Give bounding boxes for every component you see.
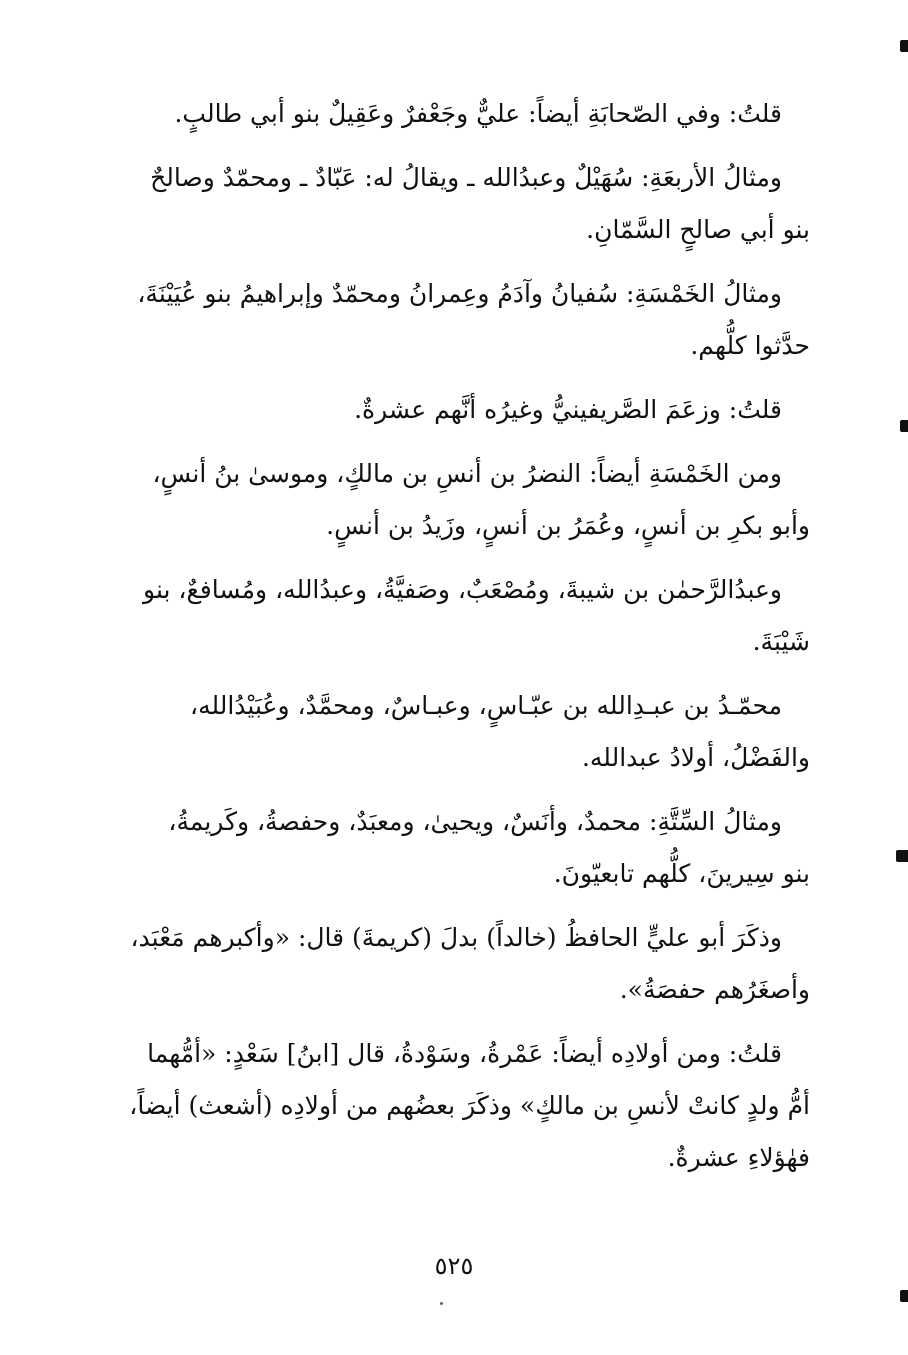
paragraph-1 — [110, 88, 810, 140]
scan-edge-mark — [896, 850, 908, 862]
scan-speck — [440, 1302, 443, 1305]
text-line: محمّـدُ بن عبـدِالله بن عبّـاسٍ، وعبـاسٌ، ومحمَّدٌ، وعُبَيْدُالله، — [190, 691, 782, 720]
text-line: قلتُ: ومن أولادِه أيضاً: عَمْرةُ، وسَوْدةُ، قال [ابنُ] سَعْدٍ: «أمُّهما — [147, 1039, 782, 1068]
text-line: فهٰؤلاءِ عشرةٌ. — [667, 1143, 810, 1172]
text-line: ومن الخَمْسَةِ أيضاً: النضرُ بن أنسِ بن مالكٍ، وموسىٰ بنُ أنسٍ، — [152, 459, 782, 488]
text-line: وأبو بكرِ بن أنسٍ، وعُمَرُ بن أنسٍ، وزَيدُ بن أنسٍ. — [326, 511, 810, 540]
paragraph-5 — [110, 448, 810, 552]
scan-edge-mark — [900, 40, 908, 52]
paragraph-3 — [110, 268, 810, 372]
text-line: بنو أبي صالحٍ السَّمّانِ. — [586, 215, 810, 244]
page-body — [110, 88, 810, 1196]
text-line: وأصغَرُهم حفصَةُ». — [619, 975, 810, 1004]
text-line: والفَضْلُ، أولادُ عبدالله. — [581, 743, 810, 772]
text-line: ومثالُ الأربعَةِ: سُهَيْلٌ وعبدُالله ـ ويقالُ له: عَبّادٌ ـ ومحمّدٌ وصالحٌ — [150, 163, 782, 192]
text-line: ومثالُ السِّتَّةِ: محمدٌ، وأنَسٌ، ويحيىٰ، ومعبَدٌ، وحفصةُ، وكَريمةُ، — [168, 807, 782, 836]
text-line: أمُّ ولدٍ كانتْ لأنسِ بن مالكٍ» وذكَرَ بعضُهم من أولادِه (أشعث) أيضاً، — [129, 1091, 810, 1120]
scan-edge-mark — [900, 420, 908, 432]
paragraph-8 — [110, 796, 810, 900]
text-line: وعبدُالرَّحمٰن بن شيبةَ، ومُصْعَبٌ، وصَفيَّةُ، وعبدُالله، ومُسافعٌ، بنو — [143, 575, 782, 604]
text-line: وذكَرَ أبو عليٍّ الحافظُ (خالداً) بدلَ (كريمةَ) قال: «وأكبرهم مَعْبَد، — [130, 923, 782, 952]
paragraph-7 — [110, 680, 810, 784]
text-line: ومثالُ الخَمْسَةِ: سُفيانُ وآدَمُ وعِمرانُ ومحمّدٌ وإبراهيمُ بنو عُيَيْنَةَ، — [137, 279, 782, 308]
text-line: قلتُ: وفي الصّحابَةِ أيضاً: عليٌّ وجَعْفرٌ وعَقِيلٌ بنو أبي طالبٍ. — [174, 99, 782, 128]
paragraph-9 — [110, 912, 810, 1016]
text-line: قلتُ: وزعَمَ الصَّريفينيُّ وغيرُه أنَّهم عشرةٌ. — [354, 395, 782, 424]
text-line: بنو سِيرينَ، كلُّهم تابعيّونَ. — [553, 859, 810, 888]
paragraph-6 — [110, 564, 810, 668]
text-line: شَيْبَةَ. — [752, 627, 810, 656]
scan-edge-mark — [900, 1290, 908, 1302]
page-number: ٥٢٥ — [434, 1252, 474, 1280]
paragraph-2 — [110, 152, 810, 256]
paragraph-10 — [110, 1028, 810, 1184]
paragraph-4 — [110, 384, 810, 436]
text-line: حدَّثوا كلُّهم. — [690, 331, 810, 360]
